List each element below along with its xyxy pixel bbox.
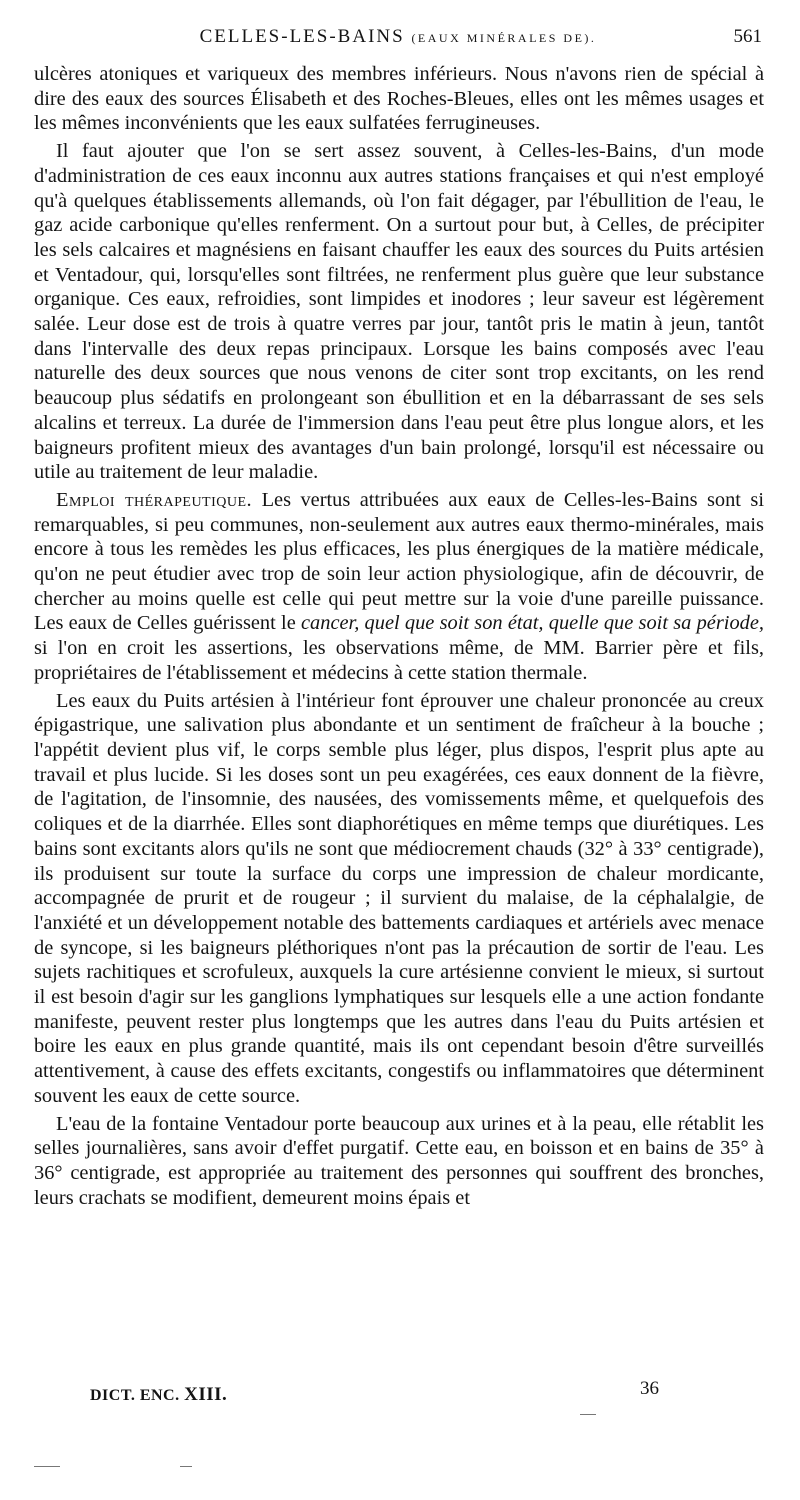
running-title-sub: (EAUX MINÉRALES DE). (411, 31, 597, 45)
section-heading: Emploi thérapeutique. (56, 488, 253, 511)
sheet-number: 36 (640, 1378, 659, 1399)
paragraph-3-text-after: si l'on en croit les assertions, les observations même, de MM. Barrier père et fils, propriétaires de l'établissement et médecins à cette station thermale. (34, 637, 764, 684)
paragraph-4: Les eaux du Puits artésien à l'intérieur font éprouver une chaleur prononcée au creux épigastrique, une salivation plus abondante et un sentiment de fraîcheur à la bouche ; l'appétit devient plus vif, le corps semble plus léger, plus dispos, l'esprit plus apte au travail et plus lucide. Si les doses sont un peu exagérées, ces eaux donnent de la fièvre, de l'agitation, de l'insomnie, des nausées, des vomissements même, et quelquefois des coliques et de la diarrhée. Elles sont diaphorétiques en même temps que diurétiques. Les bains sont excitants alors qu'ils ne sont que médiocrement chauds (32° à 33° centigrade), ils produisent sur toute la surface du corps une impression de chaleur mordicante, accompagnée de prurit et de rougeur ; il survient du malaise, de la céphalalgie, de l'anxiété et un développement notable des battements cardiaques et artériels avec menace de syncope, si les baigneurs pléthoriques n'ont pas la précaution de sortir de l'eau. Les sujets rachitiques et scrofuleux, auxquels la cure artésienne convient le mieux, si surtout il est besoin d'agir sur les ganglions lymphatiques sur lesquels elle a une action fondante manifeste, peuvent rester plus longtemps que les autres dans l'eau du Puits artésien et boire les eaux en plus grande quantité, mais ils ont cependant besoin d'être surveillés attentivement, à cause des effets excitants, congestifs ou inflammatoires que déterminent souvent les eaux de cette source. (34, 689, 764, 1107)
running-title-main: CELLES-LES-BAINS (199, 26, 405, 47)
paragraph-1: ulcères atoniques et variqueux des membres inférieurs. Nous n'avons rien de spécial à dire des eaux des sources Élisabeth et des Roches-Bleues, elles ont les mêmes usages et les mêmes inconvénients que les eaux sulfatées ferrugineuses. (34, 63, 764, 135)
running-header (34, 26, 762, 56)
print-speck (34, 1466, 60, 1467)
signature-volume: XIII. (184, 1384, 228, 1405)
signature-mark (90, 1384, 227, 1406)
article-body (34, 62, 764, 1213)
paragraph-3 (34, 488, 764, 686)
print-speck (180, 1466, 192, 1467)
paragraph-5: L'eau de la fontaine Ventadour porte beaucoup aux urines et à la peau, elle rétablit les selles journalières, sans avoir d'effet purgatif. Cette eau, en boisson et en bains de 35° à 36° centigrade, est appropriée au traitement des personnes qui souffrent des bronches, leurs crachats se modifient, demeurent moins épais et (34, 1112, 764, 1209)
running-title (34, 26, 762, 48)
print-speck (580, 1414, 596, 1415)
paragraph-3-text-before: Les vertus attribuées aux eaux de Celles-les-Bains sont si remarquables, si peu communes, non-seulement aux autres eaux thermo-minérales, mais encore à tous les remèdes les plus efficaces, les plus énergiques de la matière médicale, qu'on ne peut étudier avec trop de soin leur action physiologique, afin de découvrir, de chercher au moins quelle est celle qui peut mettre sur la voie d'une pareille puissance. Les eaux de Celles guérissent le (34, 488, 764, 635)
page-footer (34, 1378, 762, 1406)
paragraph-3-italic: cancer, quel que soit son état, quelle que soit sa période, (301, 612, 764, 635)
page-number: 561 (733, 26, 762, 47)
paragraph-2: Il faut ajouter que l'on se sert assez souvent, à Celles-les-Bains, d'un mode d'administration de ces eaux inconnu aux autres stations françaises et qui n'est employé qu'à quelques établissements allemands, où l'on fait dégager, par l'ébullition de l'eau, le gaz acide carbonique qu'elles renferment. On a surtout pour but, à Celles, de précipiter les sels calcaires et magnésiens en faisant chauffer les eaux des sources du Puits artésien et Ventadour, qui, lorsqu'elles sont filtrées, ne renferment plus guère que leur substance organique. Ces eaux, refroidies, sont limpides et inodores ; leur saveur est légèrement salée. Leur dose est de trois à quatre verres par jour, tantôt pris le matin à jeun, tantôt dans l'intervalle des deux repas principaux. Lorsque les bains composés avec l'eau naturelle des deux sources que nous venons de citer sont trop excitants, on les rend beaucoup plus sédatifs en prolongeant son ébullition et en la débarrassant de ses sels alcalins et terreux. La durée de l'immersion dans l'eau peut être plus longue alors, et les baigneurs profitent mieux des avantages d'un bain prolongé, lorsqu'il est nécessaire ou utile au traitement de leur maladie. (34, 140, 764, 484)
signature-prefix: DICT. ENC. (90, 1387, 180, 1404)
